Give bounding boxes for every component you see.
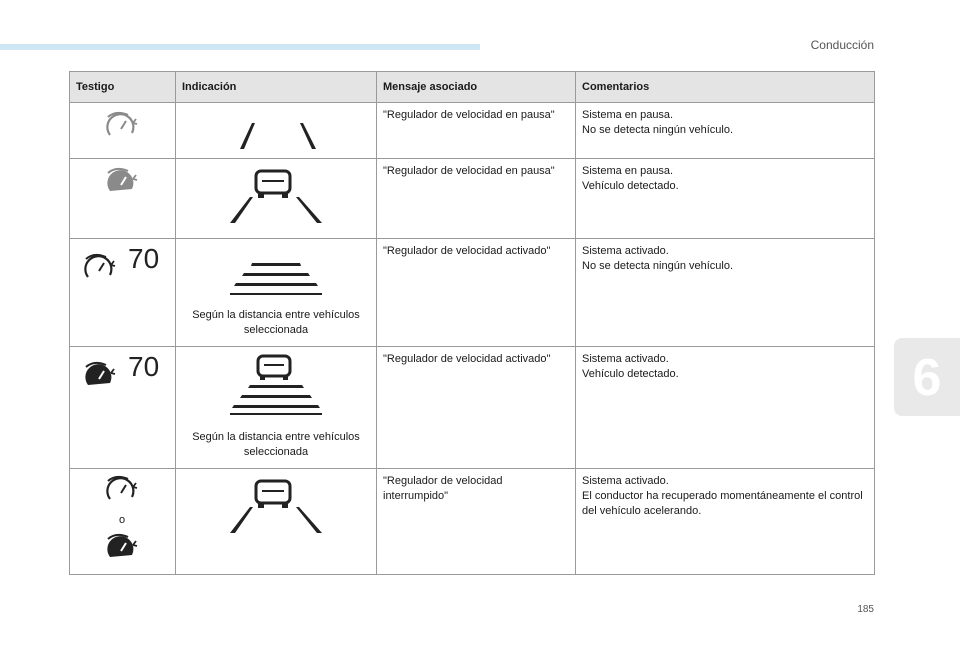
comentario-line: No se detecta ningún vehículo. [582,260,734,272]
mensaje-cell: "Regulador de velocidad interrumpido" [377,469,576,575]
comentarios-cell [576,159,875,239]
comentarios-cell [576,239,875,347]
distance-bars-icon [228,261,324,295]
page-number: 185 [857,604,874,615]
cruise-control-gauge-outline-icon [106,475,140,503]
table-row [70,159,875,239]
cruise-control-gauge-filled-icon [106,533,140,561]
indicator-table [69,71,875,575]
mensaje-cell: "Regulador de velocidad en pausa" [377,159,576,239]
table-header-row [70,72,875,103]
header-mensaje: Mensaje asociado [377,72,576,103]
cruise-control-gauge-outline-icon [84,253,118,281]
or-label: o [119,514,126,526]
header-testigo: Testigo [70,72,176,103]
indicacion-caption: Según la distancia entre vehículos seleccionada [192,431,360,458]
section-accent-bar [0,44,480,50]
comentarios-cell [576,347,875,469]
table-row [70,347,875,469]
lane-lines-icon [238,121,318,151]
table-row [70,469,875,575]
comentario-line: El conductor ha recuperado momentáneamente el control del vehículo acelerando. [582,490,863,517]
vehicle-ahead-icon [228,167,324,225]
table-row [70,239,875,347]
indicacion-cell [176,347,377,469]
comentario-line: Vehículo detectado. [582,368,679,380]
cruise-control-gauge-filled-icon [84,361,118,389]
vehicle-distance-bars-icon [228,353,324,415]
comentario-line: Sistema en pausa. [582,109,674,121]
comentario-line: Sistema en pausa. [582,165,674,177]
mensaje-cell: "Regulador de velocidad en pausa" [377,103,576,159]
indicacion-cell [176,239,377,347]
chapter-tab [894,338,960,416]
comentario-line: Sistema activado. [582,475,669,487]
comentarios-cell [576,469,875,575]
testigo-cell [70,469,176,575]
speed-value: 70 [128,351,160,382]
section-title: Conducción [810,38,874,52]
mensaje-cell: "Regulador de velocidad activado" [377,239,576,347]
testigo-cell [70,103,176,159]
vehicle-ahead-icon [228,477,324,535]
indicacion-cell [176,469,377,575]
testigo-cell [70,347,176,469]
comentarios-cell [576,103,875,159]
comentario-line: Sistema activado. [582,245,669,257]
testigo-cell [70,239,176,347]
comentario-line: No se detecta ningún vehículo. [582,124,734,136]
testigo-cell [70,159,176,239]
comentario-line: Sistema activado. [582,353,669,365]
indicacion-caption: Según la distancia entre vehículos seleccionada [192,309,360,336]
cruise-control-gauge-outline-grey-icon [106,111,140,139]
comentario-line: Vehículo detectado. [582,180,679,192]
indicacion-cell [176,159,377,239]
chapter-number: 6 [912,349,942,407]
cruise-control-gauge-filled-grey-icon [106,167,140,195]
speed-value: 70 [128,243,160,274]
indicacion-cell [176,103,377,159]
header-comentarios: Comentarios [576,72,875,103]
header-indicacion: Indicación [176,72,377,103]
mensaje-cell: "Regulador de velocidad activado" [377,347,576,469]
table-row [70,103,875,159]
